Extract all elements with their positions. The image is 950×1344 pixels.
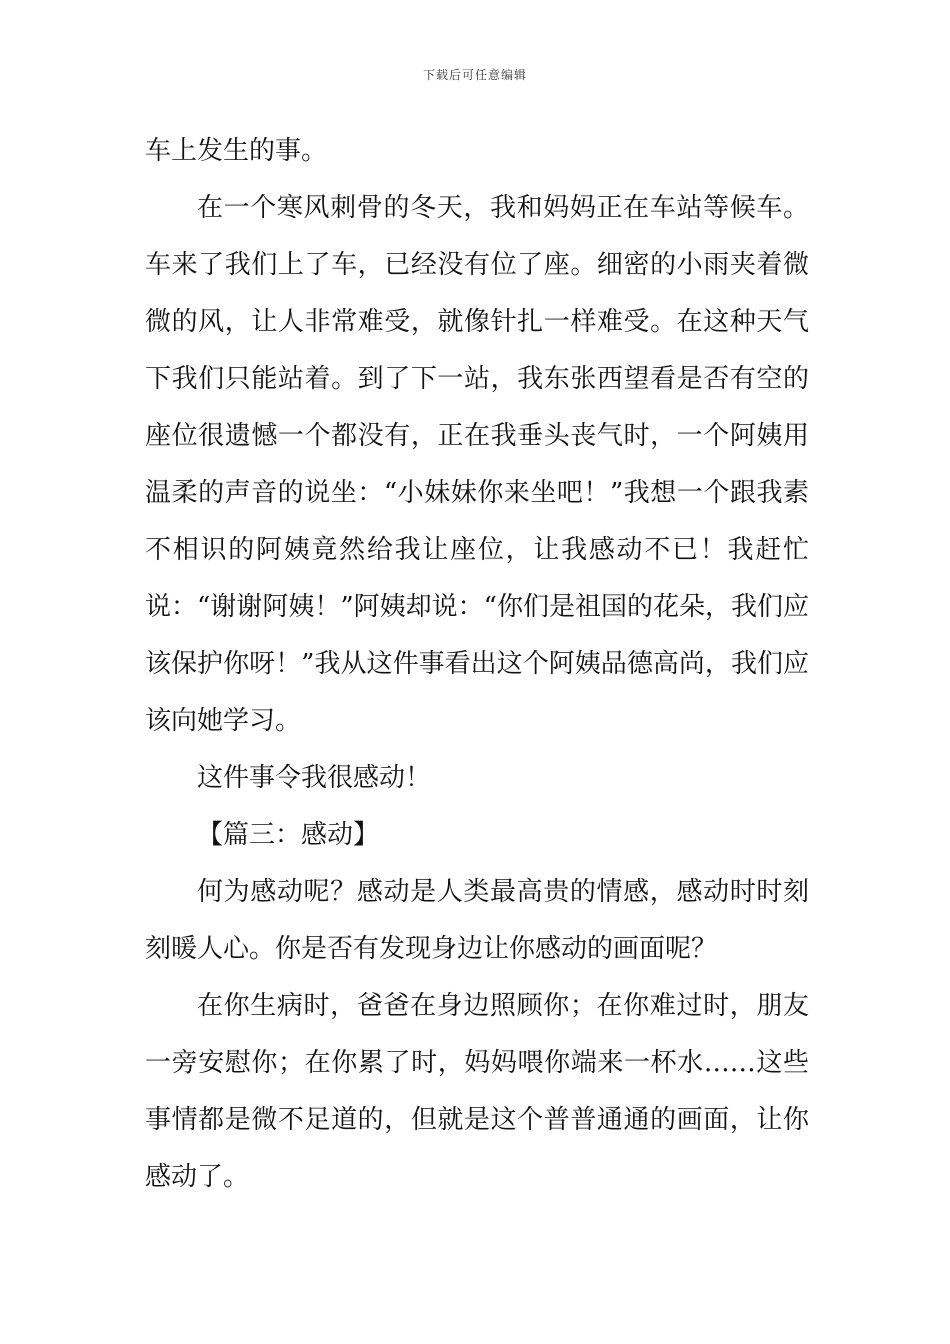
paragraph-1: 车上发生的事。 xyxy=(145,136,328,166)
document-body xyxy=(145,123,809,1206)
paragraph-2: 在一个寒风刺骨的冬天，我和妈妈正在车站等候车。车来了我们上了车，已经没有位了座。细密的小雨夹着微微的风，让人非常难受，就像针扎一样难受。在这种天气下我们只能站着。到了下一站，我东张西望看是否有空的座位很遗憾一个都没有，正在我垂头丧气时，一个阿姨用温柔的声音的说坐：“小妹妹你来坐吧！”我想一个跟我素不相识的阿姨竟然给我让座位，让我感动不已！我赶忙说：“谢谢阿姨！”阿姨却说：“你们是祖国的花朵，我们应该保护你呀！”我从这件事看出这个阿姨品德高尚，我们应该向她学习。 xyxy=(145,193,809,736)
paragraph-5: 何为感动呢？感动是人类最高贵的情感，感动时时刻刻暖人心。你是否有发现身边让你感动的画面呢？ xyxy=(145,877,809,964)
paragraph-3: 这件事令我很感动！ xyxy=(197,763,432,793)
section-heading: 【篇三：感动】 xyxy=(197,820,380,850)
page-header: 下载后可任意编辑 xyxy=(422,68,527,82)
paragraph-6: 在你生病时，爸爸在身边照顾你；在你难过时，朋友一旁安慰你；在你累了时，妈妈喂你端来一杯水……这些事情都是微不足道的，但就是这个普普通通的画面，让你感动了。 xyxy=(145,991,809,1192)
